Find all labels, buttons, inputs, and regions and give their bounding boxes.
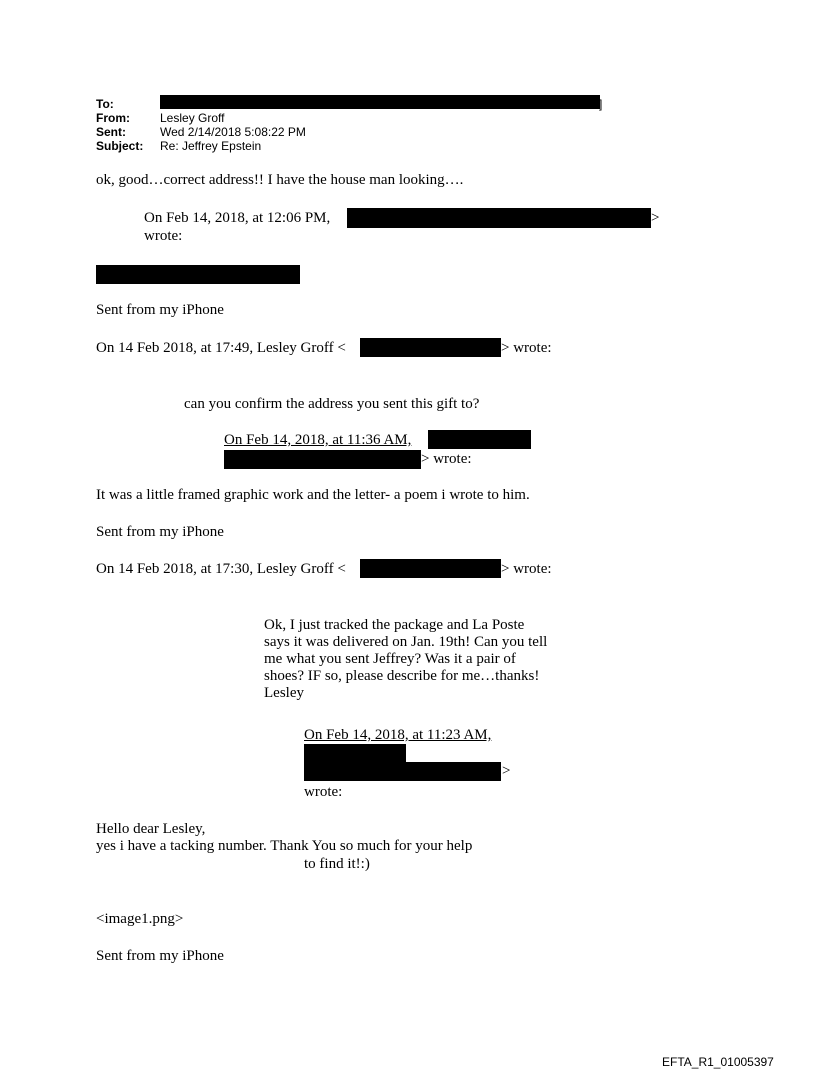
quote-4-wrote: > wrote: (501, 561, 552, 577)
redacted-sender-2 (428, 430, 531, 449)
subject-label: Subject: (96, 139, 144, 153)
from-label: From: (96, 111, 130, 125)
attachment-placeholder: <image1.png> (96, 911, 184, 927)
sent-from-iphone-3: Sent from my iPhone (96, 948, 224, 964)
to-label: To: (96, 97, 114, 111)
redacted-email-1 (360, 338, 501, 357)
document-id: EFTA_R1_01005397 (662, 1055, 774, 1069)
quote-5-wrote: wrote: (304, 784, 343, 800)
redacted-email-4 (304, 762, 501, 781)
quote-3-attribution: On Feb 14, 2018, at 11:36 AM, (224, 432, 412, 448)
redacted-sender-3 (304, 744, 406, 763)
quote-5-gt: > (502, 763, 511, 779)
quote-5-attribution: On Feb 14, 2018, at 11:23 AM, (304, 727, 492, 743)
from-value: Lesley Groff (160, 111, 225, 125)
quote-2-wrote: > wrote: (501, 340, 552, 356)
redacted-sender-1 (347, 208, 651, 228)
to-bracket: ] (599, 97, 603, 111)
message-6-greeting: Hello dear Lesley, (96, 821, 206, 837)
quote-4-intro: On 14 Feb 2018, at 17:30, Lesley Groff < (96, 561, 346, 577)
message-body-1: ok, good…correct address!! I have the house man looking…. (96, 172, 464, 188)
sent-label: Sent: (96, 125, 126, 139)
subject-value: Re: Jeffrey Epstein (160, 139, 262, 153)
message-6-line-2: yes i have a tacking number. Thank You so much for your help (96, 838, 473, 854)
message-6-line-3: to find it!:) (304, 856, 370, 872)
redacted-email-3 (360, 559, 501, 578)
redacted-to-address (160, 95, 603, 111)
sent-value: Wed 2/14/2018 5:08:22 PM (160, 125, 306, 139)
quote-1-wrote: wrote: (144, 228, 183, 244)
quote-2-intro: On 14 Feb 2018, at 17:49, Lesley Groff < (96, 340, 346, 356)
message-body-4: It was a little framed graphic work and the letter- a poem i wrote to him. (96, 487, 530, 503)
quote-2-body: can you confirm the address you sent this gift to? (184, 396, 480, 412)
sent-from-iphone-1: Sent from my iPhone (96, 302, 224, 318)
redacted-email-2 (224, 450, 421, 469)
quote-3-wrote: > wrote: (421, 451, 472, 467)
quote-4-body: Ok, I just tracked the package and La Poste says it was delivered on Jan. 19th! Can you tell me what you sent Jeffrey? Was it a pair of shoes? IF so, please describe for me…thanks! Lesley (264, 617, 548, 701)
sent-from-iphone-2: Sent from my iPhone (96, 524, 224, 540)
redacted-block-1 (96, 265, 300, 284)
quote-1-attribution: On Feb 14, 2018, at 12:06 PM, (144, 210, 331, 226)
quote-1-gt: > (651, 210, 660, 226)
